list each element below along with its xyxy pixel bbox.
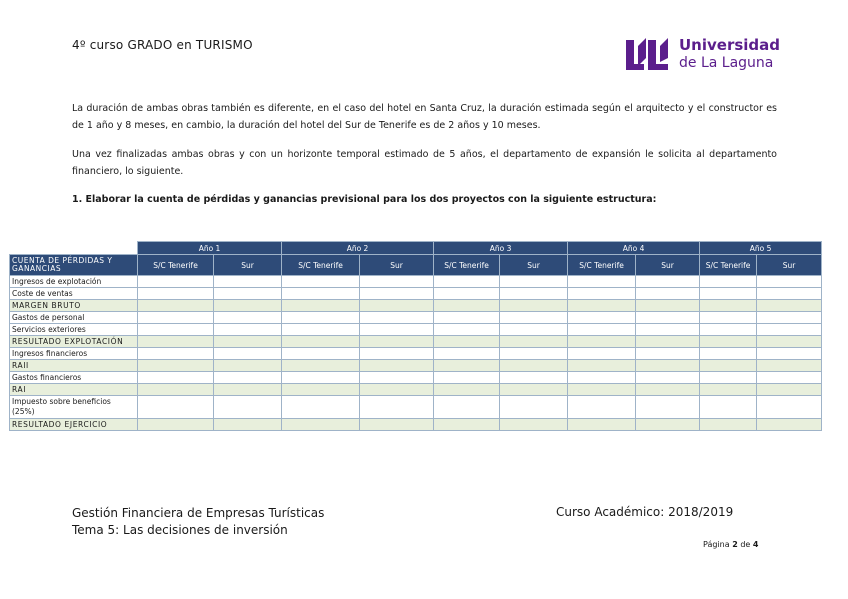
footer-topic: Tema 5: Las decisiones de inversión — [72, 523, 288, 537]
table-cell — [282, 288, 360, 300]
table-cell — [214, 372, 282, 384]
table-cell — [757, 312, 822, 324]
table-cell — [568, 419, 636, 431]
table-row — [10, 384, 822, 396]
table-cell — [214, 300, 282, 312]
row-label: Servicios exteriores — [10, 324, 138, 336]
row-label: RESULTADO EXPLOTACIÓN — [10, 336, 138, 348]
column-subheader: S/C Tenerife — [138, 255, 214, 276]
table-cell — [434, 276, 500, 288]
table-cell — [700, 324, 757, 336]
income-statement-table — [9, 241, 822, 431]
table-row — [10, 360, 822, 372]
table-cell — [360, 300, 434, 312]
table-cell — [434, 372, 500, 384]
table-cell — [138, 372, 214, 384]
table-cell — [500, 419, 568, 431]
table-cell — [282, 372, 360, 384]
table-cell — [500, 288, 568, 300]
table-cell — [757, 360, 822, 372]
table-cell — [282, 312, 360, 324]
table-cell — [434, 384, 500, 396]
table-cell — [360, 396, 434, 419]
table-cell — [568, 372, 636, 384]
table-cell — [757, 396, 822, 419]
table-cell — [138, 419, 214, 431]
table-cell — [636, 312, 700, 324]
table-cell — [360, 372, 434, 384]
table-cell — [700, 300, 757, 312]
column-subheader: Sur — [757, 255, 822, 276]
table-cell — [568, 288, 636, 300]
row-label: RESULTADO EJERCICIO — [10, 419, 138, 431]
table-cell — [282, 336, 360, 348]
table-cell — [214, 312, 282, 324]
column-subheader: S/C Tenerife — [434, 255, 500, 276]
table-cell — [757, 288, 822, 300]
table-cell — [434, 336, 500, 348]
logo-line-2: de La Laguna — [679, 55, 774, 71]
table-cell — [700, 384, 757, 396]
table-row — [10, 300, 822, 312]
year-header: Año 2 — [282, 242, 434, 255]
course-title: 4º curso GRADO en TURISMO — [72, 38, 253, 52]
footer-left — [72, 505, 324, 539]
table-cell — [214, 360, 282, 372]
table-cell — [757, 300, 822, 312]
table-cell — [568, 360, 636, 372]
table-cell — [138, 336, 214, 348]
table-cell — [360, 312, 434, 324]
table-cell — [700, 276, 757, 288]
year-header-row — [10, 242, 822, 255]
table-cell — [434, 419, 500, 431]
table-cell — [434, 396, 500, 419]
table-cell — [636, 372, 700, 384]
table-cell — [568, 348, 636, 360]
table-cell — [360, 419, 434, 431]
row-label: MARGEN BRUTO — [10, 300, 138, 312]
row-label: RAI — [10, 384, 138, 396]
ull-logo-icon — [624, 36, 670, 72]
table-cell — [282, 384, 360, 396]
year-header: Año 4 — [568, 242, 700, 255]
table-cell — [214, 336, 282, 348]
table-cell — [568, 276, 636, 288]
table-cell — [500, 384, 568, 396]
table-cell — [700, 336, 757, 348]
page-total: 4 — [752, 540, 759, 549]
table-cell — [434, 288, 500, 300]
table-cell — [700, 419, 757, 431]
table-cell — [636, 348, 700, 360]
table-cell — [282, 348, 360, 360]
table-cell — [700, 348, 757, 360]
column-subheader: Sur — [636, 255, 700, 276]
table-cell — [138, 276, 214, 288]
table-cell — [360, 360, 434, 372]
column-subheader: S/C Tenerife — [568, 255, 636, 276]
logo-line-1: Universidad — [679, 36, 781, 54]
table-cell — [214, 384, 282, 396]
table-cell — [214, 324, 282, 336]
row-label: Gastos de personal — [10, 312, 138, 324]
table-cell — [138, 396, 214, 419]
table-corner — [10, 242, 138, 255]
table-cell — [500, 348, 568, 360]
table-cell — [757, 324, 822, 336]
table-cell — [282, 419, 360, 431]
table-cell — [434, 312, 500, 324]
table-cell — [138, 324, 214, 336]
table-cell — [138, 360, 214, 372]
column-subheader: S/C Tenerife — [700, 255, 757, 276]
table-row — [10, 372, 822, 384]
table-cell — [757, 348, 822, 360]
column-subheader: S/C Tenerife — [282, 255, 360, 276]
row-label: Coste de ventas — [10, 288, 138, 300]
table-cell — [360, 288, 434, 300]
table-row — [10, 312, 822, 324]
table-cell — [500, 360, 568, 372]
table-row — [10, 324, 822, 336]
year-header: Año 1 — [138, 242, 282, 255]
table-cell — [434, 300, 500, 312]
table-cell — [568, 384, 636, 396]
table-row — [10, 396, 822, 419]
table-cell — [500, 312, 568, 324]
table-cell — [700, 288, 757, 300]
table-cell — [757, 276, 822, 288]
row-label: Gastos financieros — [10, 372, 138, 384]
table-cell — [636, 396, 700, 419]
table-cell — [282, 324, 360, 336]
table-row — [10, 276, 822, 288]
row-label: RAII — [10, 360, 138, 372]
table-cell — [636, 384, 700, 396]
table-cell — [700, 372, 757, 384]
task-heading: 1. Elaborar la cuenta de pérdidas y ganancias previsional para los dos proyectos con la siguiente estructura: — [72, 194, 657, 205]
table-row — [10, 288, 822, 300]
table-cell — [282, 300, 360, 312]
table-row — [10, 419, 822, 431]
table-cell — [636, 300, 700, 312]
table-cell — [434, 360, 500, 372]
table-cell — [282, 360, 360, 372]
row-label: Ingresos de explotación — [10, 276, 138, 288]
table-cell — [214, 419, 282, 431]
table-row — [10, 336, 822, 348]
table-cell — [500, 396, 568, 419]
page-of: de — [740, 540, 751, 549]
year-header: Año 3 — [434, 242, 568, 255]
table-cell — [214, 288, 282, 300]
table-cell — [757, 336, 822, 348]
row-label: Impuesto sobre beneficios (25%) — [10, 396, 138, 419]
paragraph-request: Una vez finalizadas ambas obras y con un horizonte temporal estimado de 5 años, el departamento de expansión le solicita al departamento financiero, lo siguiente. — [72, 149, 777, 177]
table-cell — [434, 348, 500, 360]
row-header-label: CUENTA DE PÉRDIDAS Y GANANCIAS — [10, 255, 138, 276]
table-cell — [700, 396, 757, 419]
footer-subject: Gestión Financiera de Empresas Turísticas — [72, 506, 325, 520]
subheader-row — [10, 255, 822, 276]
table-cell — [282, 396, 360, 419]
table-cell — [360, 348, 434, 360]
paragraph-duration: La duración de ambas obras también es diferente, en el caso del hotel en Santa Cruz, la duración estimada según el arquitecto y el constructor es de 1 año y 8 meses, en cambio, la duración del hotel del Sur de Tenerife es de 2 años y 10 meses. — [72, 103, 777, 131]
table-cell — [360, 336, 434, 348]
column-subheader: Sur — [360, 255, 434, 276]
table-cell — [138, 348, 214, 360]
table-cell — [360, 384, 434, 396]
table-cell — [360, 324, 434, 336]
university-logo — [624, 34, 794, 74]
table-cell — [214, 276, 282, 288]
table-cell — [636, 324, 700, 336]
table-cell — [757, 372, 822, 384]
table-cell — [214, 348, 282, 360]
table-cell — [568, 312, 636, 324]
page-number — [703, 540, 758, 549]
table-cell — [500, 336, 568, 348]
table-cell — [138, 300, 214, 312]
table-cell — [568, 396, 636, 419]
table-cell — [500, 324, 568, 336]
table-cell — [500, 276, 568, 288]
table-cell — [360, 276, 434, 288]
year-header: Año 5 — [700, 242, 822, 255]
table-cell — [434, 324, 500, 336]
page-label: Página — [703, 540, 730, 549]
table-cell — [138, 312, 214, 324]
table-cell — [757, 419, 822, 431]
table-cell — [700, 360, 757, 372]
table-row — [10, 348, 822, 360]
table-cell — [757, 384, 822, 396]
table-cell — [568, 336, 636, 348]
table-cell — [636, 360, 700, 372]
table-cell — [282, 276, 360, 288]
table-cell — [636, 288, 700, 300]
table-cell — [500, 372, 568, 384]
footer-academic-year: Curso Académico: 2018/2019 — [556, 505, 734, 519]
table-cell — [636, 336, 700, 348]
table-cell — [700, 312, 757, 324]
table-cell — [568, 324, 636, 336]
column-subheader: Sur — [214, 255, 282, 276]
table-cell — [138, 384, 214, 396]
row-label: Ingresos financieros — [10, 348, 138, 360]
table-cell — [568, 300, 636, 312]
table-cell — [214, 396, 282, 419]
table-cell — [500, 300, 568, 312]
column-subheader: Sur — [500, 255, 568, 276]
table-cell — [138, 288, 214, 300]
table-cell — [636, 419, 700, 431]
table-cell — [636, 276, 700, 288]
page-current: 2 — [732, 540, 738, 549]
